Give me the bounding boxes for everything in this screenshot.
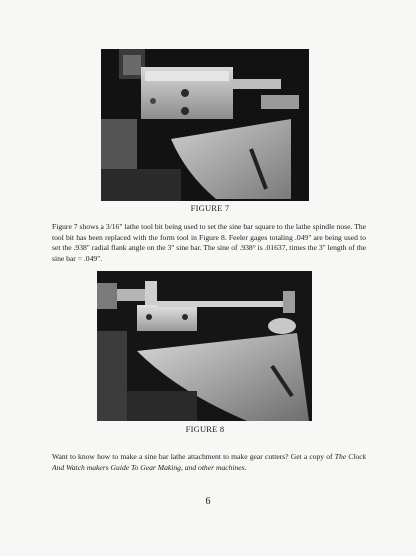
- figure-7-caption: FIGURE 7: [190, 203, 230, 213]
- figure-8-caption: FIGURE 8: [185, 424, 225, 434]
- promo-text: Want to know how to make a sine bar lathe attachment to make gear cutters? Get a copy of: [52, 452, 335, 461]
- figure-8-photo: [97, 271, 312, 421]
- paragraph-book-promo: [52, 452, 366, 473]
- page-number: 6: [205, 496, 211, 507]
- figure-7-photo: [101, 49, 309, 201]
- book-title: The Clock And Watch makers Guide To Gear Making, and other machines.: [52, 452, 366, 472]
- paragraph-figure-description: Figure 7 shows a 3/16" lathe tool bit being used to set the sine bar square to the lathe spindle nose. The tool bit has been replaced with the form tool in Figure 8. Feeler gages totaling .049" are being used to set the .938" radial flank angle on the 3" sine bar. The sine of .938° is .01637, times the 3" length of the sine bar = .049".: [52, 222, 366, 263]
